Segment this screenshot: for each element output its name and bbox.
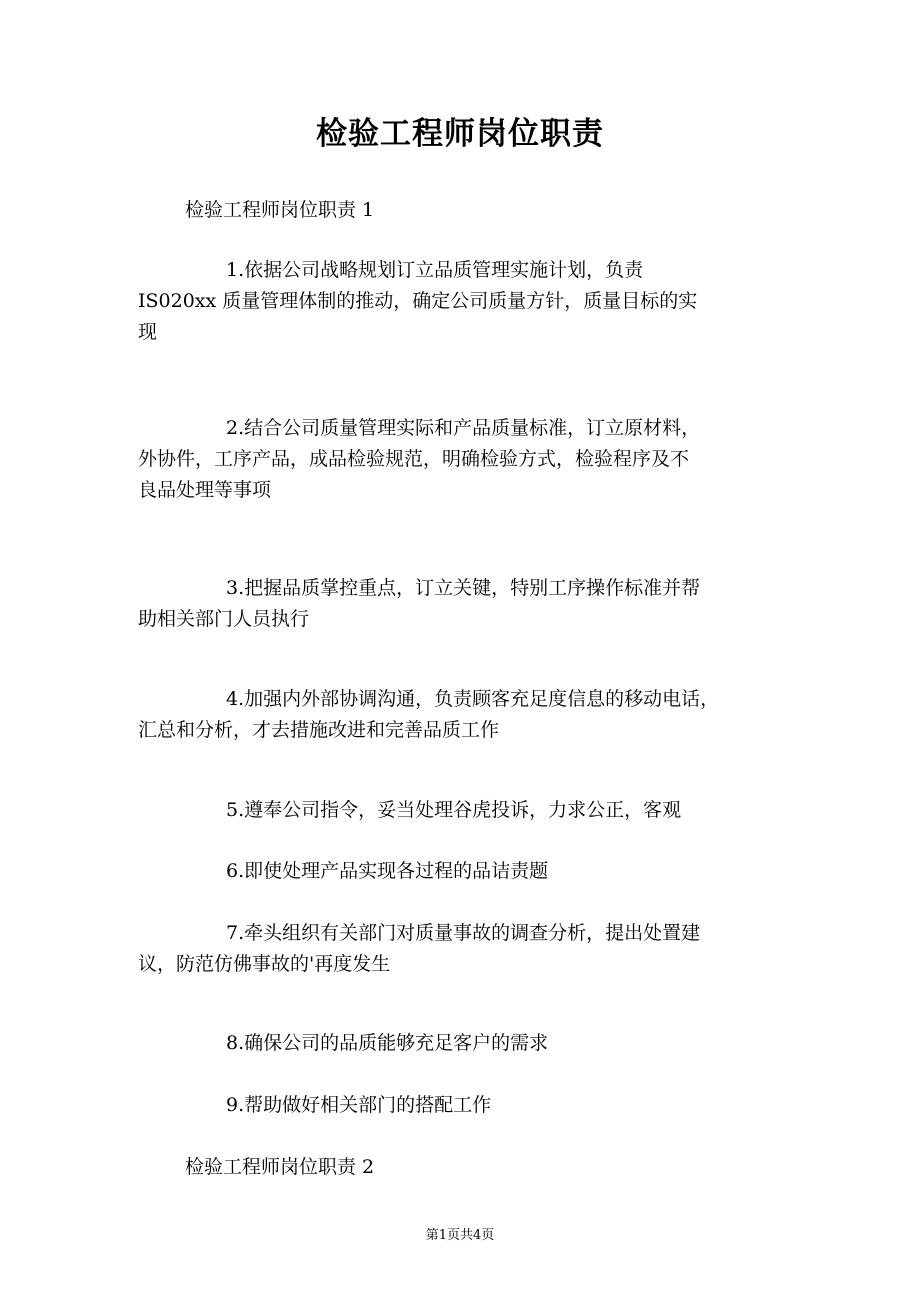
list-item-9 [138, 1090, 818, 1121]
section-heading-2: 检验工程师岗位职责 2 [185, 1156, 375, 1178]
list-item-3-line-2: 助相关部门人员执行 [138, 608, 310, 630]
list-item-8 [138, 1028, 818, 1059]
list-item-4 [138, 684, 818, 746]
list-item-7-line-1: 7.牵头组织有关部门对质量事故的调查分析，提出处置建 [226, 922, 701, 944]
list-item-8-line-1: 8.确保公司的品质能够充足客户的需求 [226, 1032, 549, 1054]
document-title: 检验工程师岗位职责 [316, 116, 604, 152]
list-item-6-line-1: 6.即使处理产品实现各过程的品诘责题 [226, 860, 549, 882]
list-item-2-line-2: 外协件，工序产品，成品检验规范，明确检验方式，检验程序及不 [138, 448, 690, 470]
list-item-7-line-2: 议，防范仿佛事故的'再度发生 [138, 953, 391, 975]
list-item-1-line-2: IS020xx 质量管理体制的推动，确定公司质量方针，质量目标的实 [138, 290, 698, 312]
list-item-3 [138, 573, 818, 635]
list-item-9-line-1: 9.帮助做好相关部门的搭配工作 [226, 1094, 492, 1116]
list-item-1-line-1: 1.依据公司战略规划订立品质管理实施计划，负责 [226, 259, 644, 281]
list-item-2-line-3: 良品处理等事项 [138, 479, 272, 501]
section-heading-1: 检验工程师岗位职责 1 [185, 199, 375, 221]
list-item-1 [138, 255, 818, 348]
list-item-5-line-1: 5.遵奉公司指令，妥当处理谷虎投诉，力求公正，客观 [226, 799, 682, 821]
list-item-3-line-1: 3.把握品质掌控重点，订立关键，特别工序操作标准并帮 [226, 577, 701, 599]
list-item-1-line-3: 现 [138, 321, 158, 343]
list-item-2 [138, 413, 818, 506]
list-item-4-line-1: 4.加强内外部协调沟通，负责顾客充足度信息的移动电话， [226, 688, 720, 710]
list-item-5 [138, 795, 818, 826]
list-item-4-line-2: 汇总和分析，才去措施改进和完善品质工作 [138, 719, 500, 741]
list-item-6 [138, 856, 818, 887]
list-item-2-line-1: 2.结合公司质量管理实际和产品质量标准，订立原材料， [226, 417, 701, 439]
list-item-7 [138, 918, 818, 980]
page-number-footer: 第1页共4页 [425, 1228, 495, 1243]
